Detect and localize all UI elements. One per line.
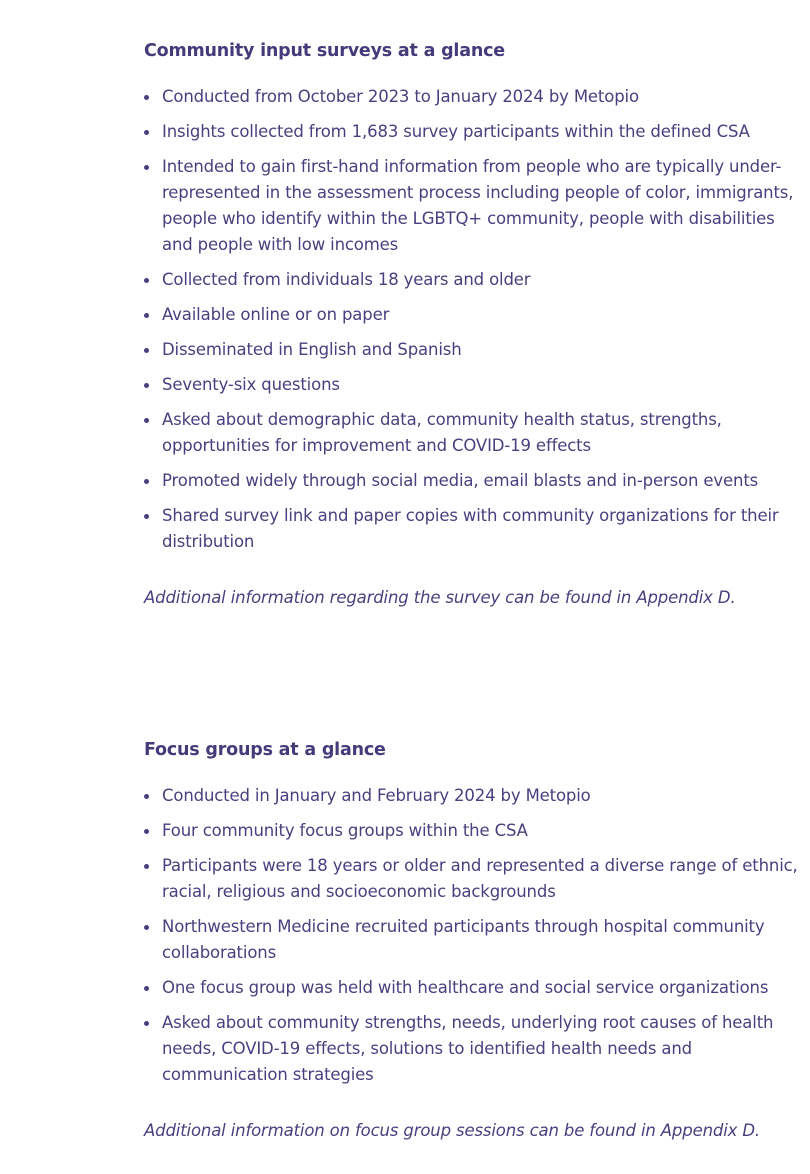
list-item: Four community focus groups within the CSA xyxy=(144,818,808,844)
list-item: Available online or on paper xyxy=(144,302,808,328)
list-item: Northwestern Medicine recruited participants through hospital community collaborations xyxy=(144,914,808,966)
list-item: One focus group was held with healthcare and social service organizations xyxy=(144,975,808,1001)
list-item: Shared survey link and paper copies with community organizations for their distribution xyxy=(144,503,808,555)
list-item: Disseminated in English and Spanish xyxy=(144,337,808,363)
list-item: Conducted in January and February 2024 by Metopio xyxy=(144,783,808,809)
list-item: Insights collected from 1,683 survey participants within the defined CSA xyxy=(144,119,808,145)
surveys-appendix-note: Additional information regarding the survey can be found in Appendix D. xyxy=(144,588,736,607)
list-item: Collected from individuals 18 years and older xyxy=(144,267,808,293)
focus-groups-appendix-note: Additional information on focus group sessions can be found in Appendix D. xyxy=(144,1121,760,1140)
list-item: Asked about community strengths, needs, underlying root causes of health needs, COVID-19 effects, solutions to identified health needs and communication strategies xyxy=(144,1010,808,1088)
surveys-bullet-list xyxy=(144,84,808,555)
list-item: Seventy-six questions xyxy=(144,372,808,398)
list-item: Promoted widely through social media, email blasts and in-person events xyxy=(144,468,808,494)
focus-groups-bullet-list xyxy=(144,783,808,1088)
list-item: Participants were 18 years or older and represented a diverse range of ethnic, racial, religious and socioeconomic backgrounds xyxy=(144,853,808,905)
surveys-heading: Community input surveys at a glance xyxy=(144,41,505,61)
focus-groups-section xyxy=(144,739,808,1161)
list-item: Conducted from October 2023 to January 2024 by Metopio xyxy=(144,84,808,110)
list-item: Intended to gain first-hand information from people who are typically under-represented in the assessment process including people of color, immigrants, people who identify within the LGBTQ+ community, people with disabilities and people with low incomes xyxy=(144,154,808,258)
surveys-section xyxy=(144,40,808,628)
focus-groups-heading: Focus groups at a glance xyxy=(144,740,386,760)
list-item: Asked about demographic data, community health status, strengths, opportunities for improvement and COVID-19 effects xyxy=(144,407,808,459)
